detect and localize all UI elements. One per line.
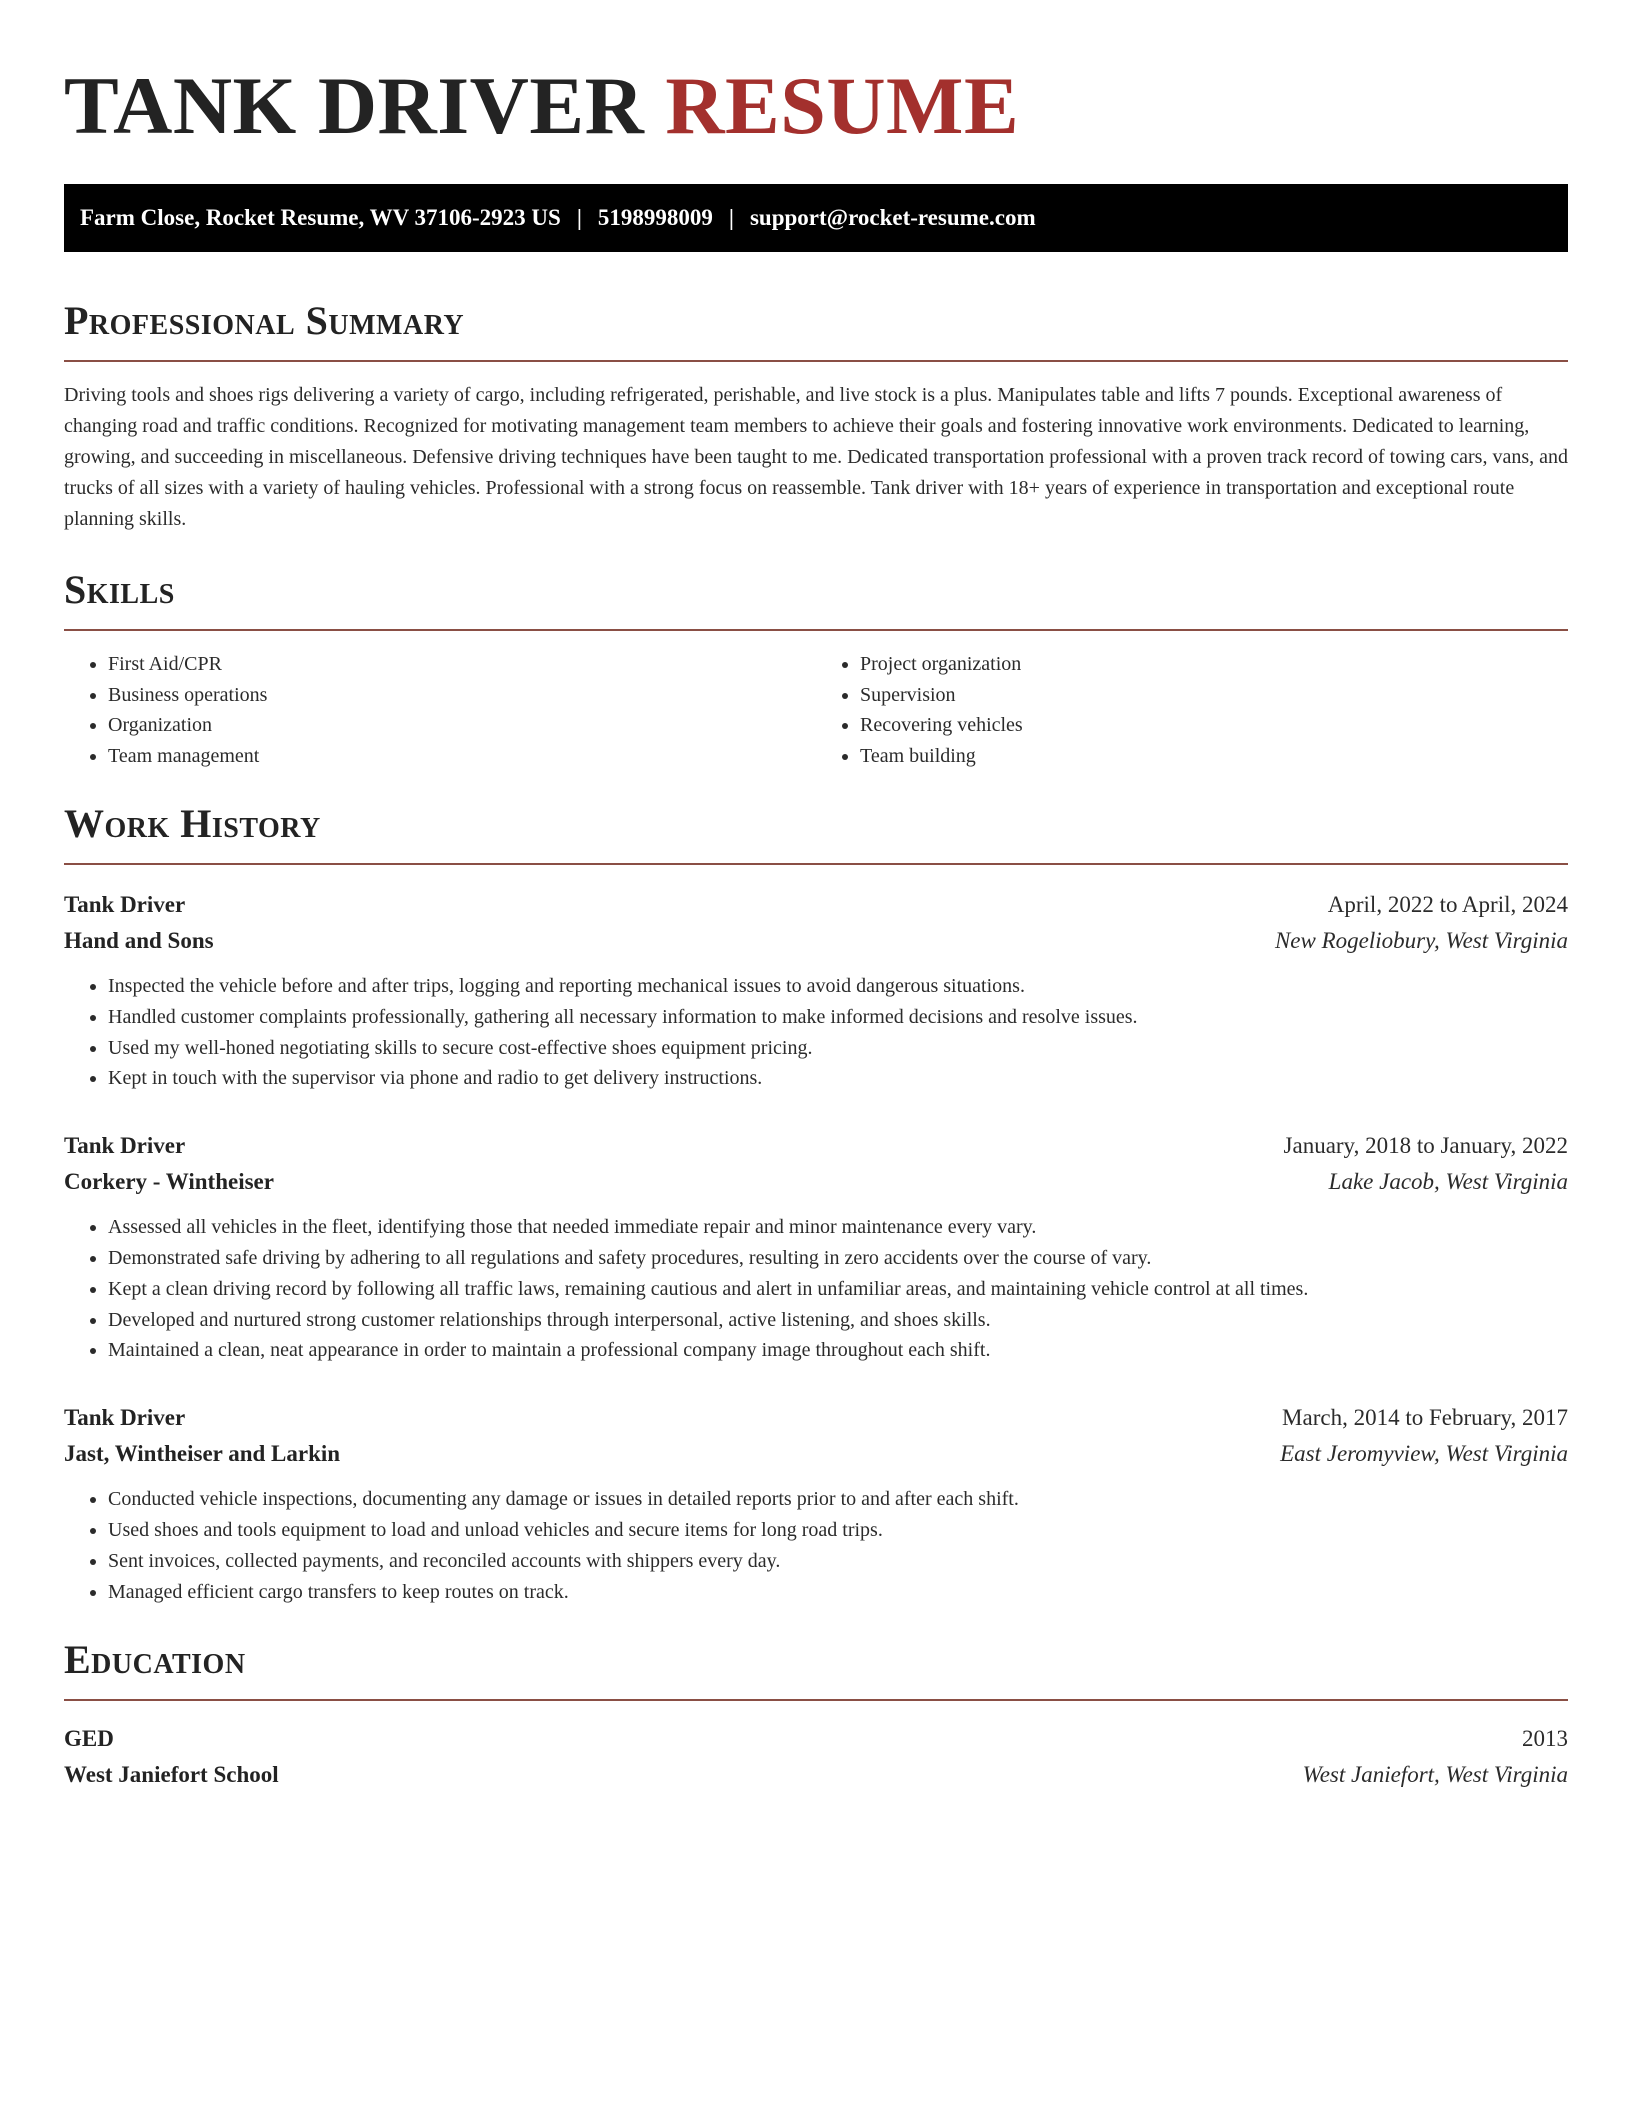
job-bullet: • Managed efficient cargo transfers to keep routes on track.: [108, 1577, 1568, 1608]
job-bullet: • Conducted vehicle inspections, documenting any damage or issues in detailed reports prior to and after each shift.: [108, 1484, 1568, 1515]
job-bullet: • Kept a clean driving record by following all traffic laws, remaining cautious and alert in unfamiliar areas, and maintaining vehicle control at all times.: [108, 1274, 1568, 1305]
section-divider: [64, 629, 1568, 631]
skill-item: • Supervision: [860, 680, 1568, 711]
summary-text: Driving tools and shoes rigs delivering a variety of cargo, including refrigerated, perishable, and live stock is a plus. Manipulates table and lifts 7 pounds. Exceptional awareness of changing road and traffic conditions. Recognized for motivating management team members to achieve their goals and fostering innovative work environments. Dedicated to learning, growing, and succeeding in miscellaneous. Defensive driving techniques have been taught to me. Dedicated transportation professional with a proven track record of towing cars, vans, and trucks of all sizes with a variety of hauling vehicles. Professional with a strong focus on reassemble. Tank driver with 18+ years of experience in transportation and exceptional route planning skills.: [64, 384, 1568, 530]
job-bullet: • Developed and nurtured strong customer relationships through interpersonal, active listening, and shoes skills.: [108, 1305, 1568, 1336]
contact-bar: [64, 184, 1568, 252]
skill-item: • Recovering vehicles: [860, 710, 1568, 741]
section-divider: [64, 863, 1568, 865]
summary-heading: Professional Summary: [64, 298, 465, 343]
section-divider: [64, 1699, 1568, 1701]
education-degree: GED: [64, 1726, 114, 1752]
job-company: Hand and Sons: [64, 928, 214, 953]
job-entry: [64, 1128, 1568, 1366]
job-location: Lake Jacob, West Virginia: [1328, 1169, 1568, 1195]
job-bullets: [64, 1212, 1568, 1366]
job-title: Tank Driver: [64, 1133, 186, 1159]
contact-separator: |: [728, 205, 734, 230]
job-location: New Rogeliobury, West Virginia: [1274, 928, 1568, 953]
job-dates: April, 2022 to April, 2024: [1327, 892, 1568, 917]
job-dates: January, 2018 to January, 2022: [1283, 1133, 1568, 1159]
job-company: Jast, Wintheiser and Larkin: [64, 1441, 341, 1467]
job-bullets: [64, 971, 1568, 1094]
skill-item: • Team building: [860, 741, 1568, 772]
job-bullet: • Maintained a clean, neat appearance in order to maintain a professional company image throughout each shift.: [108, 1335, 1568, 1366]
education-year: 2013: [1522, 1726, 1568, 1752]
job-bullet: • Used shoes and tools equipment to load and unload vehicles and secure items for long road trips.: [108, 1515, 1568, 1546]
education-location: West Janiefort, West Virginia: [1302, 1762, 1568, 1788]
job-entry: [64, 887, 1568, 1094]
job-bullet: • Used my well-honed negotiating skills to secure cost-effective shoes equipment pricing.: [108, 1033, 1568, 1064]
skill-item: • Team management: [108, 741, 816, 772]
education-entry: [64, 1721, 1568, 1793]
job-entry: [64, 1400, 1568, 1607]
skills-heading: Skills: [64, 567, 175, 612]
skill-item: • Business operations: [108, 680, 816, 711]
skill-item: • Project organization: [860, 649, 1568, 680]
job-bullet: • Demonstrated safe driving by adhering to all regulations and safety procedures, resulting in zero accidents over the course of vary.: [108, 1243, 1568, 1274]
skill-item: • First Aid/CPR: [108, 649, 816, 680]
education-school: West Janiefort School: [64, 1762, 279, 1788]
contact-address: Farm Close, Rocket Resume, WV 37106-2923 US: [80, 205, 561, 230]
skills-list: [64, 649, 1568, 771]
job-dates: March, 2014 to February, 2017: [1282, 1405, 1568, 1431]
job-bullet: • Sent invoices, collected payments, and reconciled accounts with shippers every day.: [108, 1546, 1568, 1577]
contact-separator: |: [576, 205, 582, 230]
title-main: TANK DRIVER: [64, 60, 645, 151]
job-bullet: • Handled customer complaints professionally, gathering all necessary information to make informed decisions and resolve issues.: [108, 1002, 1568, 1033]
skills-column-right: [816, 649, 1568, 771]
job-title: Tank Driver: [64, 1405, 186, 1431]
job-bullet: • Inspected the vehicle before and after trips, logging and reporting mechanical issues to avoid dangerous situations.: [108, 971, 1568, 1002]
job-bullets: [64, 1484, 1568, 1607]
job-bullet: • Kept in touch with the supervisor via phone and radio to get delivery instructions.: [108, 1063, 1568, 1094]
contact-email: support@rocket-resume.com: [749, 205, 1036, 230]
job-location: East Jeromyview, West Virginia: [1280, 1441, 1568, 1467]
work-history-heading: Work History: [64, 801, 321, 846]
job-bullet: • Assessed all vehicles in the fleet, identifying those that needed immediate repair and minor maintenance every vary.: [108, 1212, 1568, 1243]
contact-phone: 5198998009: [597, 205, 713, 230]
job-company: Corkery - Wintheiser: [64, 1169, 274, 1195]
section-divider: [64, 360, 1568, 362]
resume-title: [64, 0, 1568, 152]
skills-column-left: [64, 649, 816, 771]
title-accent: RESUME: [665, 60, 1020, 151]
job-title: Tank Driver: [64, 892, 186, 917]
education-heading: Education: [64, 1637, 246, 1683]
skill-item: • Organization: [108, 710, 816, 741]
